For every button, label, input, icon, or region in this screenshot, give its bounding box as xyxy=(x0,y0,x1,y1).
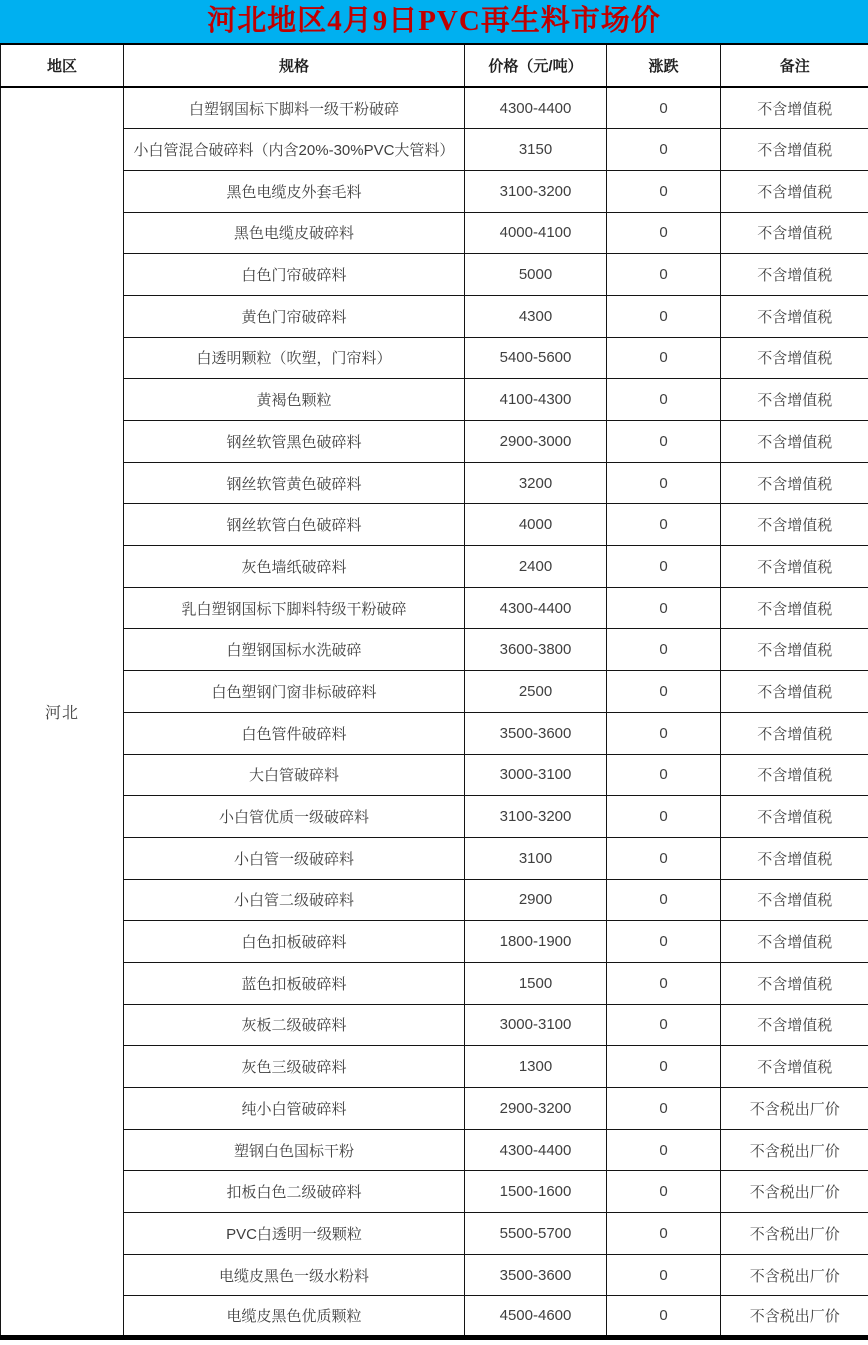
change-cell: 0 xyxy=(607,295,721,337)
change-cell: 0 xyxy=(607,712,721,754)
table-row xyxy=(1,1046,868,1088)
spec-cell: 钢丝软管黄色破碎料 xyxy=(124,462,465,504)
header-region: 地区 xyxy=(1,44,124,87)
remark-cell: 不含增值税 xyxy=(721,87,868,129)
table-row xyxy=(1,421,868,463)
remark-cell: 不含增值税 xyxy=(721,962,868,1004)
spec-cell: 白色扣板破碎料 xyxy=(124,921,465,963)
spec-cell: 小白管二级破碎料 xyxy=(124,879,465,921)
change-cell: 0 xyxy=(607,1296,721,1338)
table-row xyxy=(1,1129,868,1171)
change-cell: 0 xyxy=(607,254,721,296)
change-cell: 0 xyxy=(607,504,721,546)
price-cell: 3500-3600 xyxy=(465,1254,607,1296)
table-row xyxy=(1,337,868,379)
remark-cell: 不含税出厂价 xyxy=(721,1088,868,1130)
table-row xyxy=(1,837,868,879)
spec-cell: 纯小白管破碎料 xyxy=(124,1088,465,1130)
remark-cell: 不含增值税 xyxy=(721,879,868,921)
header-price: 价格（元/吨） xyxy=(465,44,607,87)
price-cell: 1500 xyxy=(465,962,607,1004)
price-cell: 4300-4400 xyxy=(465,587,607,629)
spec-cell: PVC白透明一级颗粒 xyxy=(124,1213,465,1255)
table-row xyxy=(1,462,868,504)
change-cell: 0 xyxy=(607,546,721,588)
change-cell: 0 xyxy=(607,837,721,879)
remark-cell: 不含税出厂价 xyxy=(721,1129,868,1171)
remark-cell: 不含税出厂价 xyxy=(721,1171,868,1213)
spec-cell: 白色塑钢门窗非标破碎料 xyxy=(124,671,465,713)
price-cell: 3100 xyxy=(465,837,607,879)
remark-cell: 不含增值税 xyxy=(721,754,868,796)
price-cell: 2900-3000 xyxy=(465,421,607,463)
table-row xyxy=(1,1171,868,1213)
table-row xyxy=(1,170,868,212)
table-row xyxy=(1,87,868,129)
price-cell: 5500-5700 xyxy=(465,1213,607,1255)
table-row xyxy=(1,754,868,796)
remark-cell: 不含增值税 xyxy=(721,837,868,879)
price-cell: 4000 xyxy=(465,504,607,546)
change-cell: 0 xyxy=(607,754,721,796)
spec-cell: 灰色三级破碎料 xyxy=(124,1046,465,1088)
header-change: 涨跌 xyxy=(607,44,721,87)
table-row xyxy=(1,1254,868,1296)
price-cell: 3100-3200 xyxy=(465,170,607,212)
price-cell: 2500 xyxy=(465,671,607,713)
price-cell: 4300 xyxy=(465,295,607,337)
change-cell: 0 xyxy=(607,629,721,671)
region-cell: 河北 xyxy=(1,87,124,1338)
price-cell: 3500-3600 xyxy=(465,712,607,754)
price-cell: 3600-3800 xyxy=(465,629,607,671)
change-cell: 0 xyxy=(607,462,721,504)
spec-cell: 小白管一级破碎料 xyxy=(124,837,465,879)
change-cell: 0 xyxy=(607,1254,721,1296)
change-cell: 0 xyxy=(607,962,721,1004)
change-cell: 0 xyxy=(607,337,721,379)
remark-cell: 不含增值税 xyxy=(721,712,868,754)
remark-cell: 不含增值税 xyxy=(721,421,868,463)
spec-cell: 黄色门帘破碎料 xyxy=(124,295,465,337)
spec-cell: 钢丝软管白色破碎料 xyxy=(124,504,465,546)
price-cell: 3000-3100 xyxy=(465,754,607,796)
table-row xyxy=(1,379,868,421)
remark-cell: 不含增值税 xyxy=(721,629,868,671)
remark-cell: 不含税出厂价 xyxy=(721,1213,868,1255)
page-title: 河北地区4月9日PVC再生料市场价 xyxy=(207,5,661,37)
change-cell: 0 xyxy=(607,796,721,838)
change-cell: 0 xyxy=(607,1129,721,1171)
spec-cell: 钢丝软管黑色破碎料 xyxy=(124,421,465,463)
spec-cell: 白色门帘破碎料 xyxy=(124,254,465,296)
price-cell: 1800-1900 xyxy=(465,921,607,963)
remark-cell: 不含增值税 xyxy=(721,504,868,546)
table-row xyxy=(1,796,868,838)
table-row xyxy=(1,587,868,629)
remark-cell: 不含增值税 xyxy=(721,295,868,337)
price-cell: 4500-4600 xyxy=(465,1296,607,1338)
price-cell: 5000 xyxy=(465,254,607,296)
spec-cell: 灰板二级破碎料 xyxy=(124,1004,465,1046)
change-cell: 0 xyxy=(607,379,721,421)
spec-cell: 黑色电缆皮破碎料 xyxy=(124,212,465,254)
price-cell: 3150 xyxy=(465,129,607,171)
price-cell: 4100-4300 xyxy=(465,379,607,421)
spec-cell: 白塑钢国标下脚料一级干粉破碎 xyxy=(124,87,465,129)
remark-cell: 不含增值税 xyxy=(721,254,868,296)
change-cell: 0 xyxy=(607,1088,721,1130)
price-table xyxy=(0,43,868,1340)
price-cell: 1300 xyxy=(465,1046,607,1088)
price-cell: 4300-4400 xyxy=(465,87,607,129)
change-cell: 0 xyxy=(607,1004,721,1046)
table-row xyxy=(1,671,868,713)
spec-cell: 乳白塑钢国标下脚料特级干粉破碎 xyxy=(124,587,465,629)
change-cell: 0 xyxy=(607,1046,721,1088)
spec-cell: 塑钢白色国标干粉 xyxy=(124,1129,465,1171)
remark-cell: 不含增值税 xyxy=(721,379,868,421)
spec-cell: 小白管优质一级破碎料 xyxy=(124,796,465,838)
table-row xyxy=(1,129,868,171)
price-cell: 3200 xyxy=(465,462,607,504)
spec-cell: 黄褐色颗粒 xyxy=(124,379,465,421)
table-row xyxy=(1,212,868,254)
remark-cell: 不含增值税 xyxy=(721,170,868,212)
remark-cell: 不含增值税 xyxy=(721,212,868,254)
change-cell: 0 xyxy=(607,587,721,629)
remark-cell: 不含增值税 xyxy=(721,546,868,588)
price-cell: 3000-3100 xyxy=(465,1004,607,1046)
price-cell: 3100-3200 xyxy=(465,796,607,838)
price-cell: 4300-4400 xyxy=(465,1129,607,1171)
change-cell: 0 xyxy=(607,129,721,171)
table-row xyxy=(1,1296,868,1338)
price-cell: 1500-1600 xyxy=(465,1171,607,1213)
change-cell: 0 xyxy=(607,1171,721,1213)
table-row xyxy=(1,879,868,921)
spec-cell: 电缆皮黑色一级水粉料 xyxy=(124,1254,465,1296)
table-row xyxy=(1,546,868,588)
remark-cell: 不含增值税 xyxy=(721,796,868,838)
remark-cell: 不含增值税 xyxy=(721,921,868,963)
change-cell: 0 xyxy=(607,1213,721,1255)
price-cell: 2900 xyxy=(465,879,607,921)
change-cell: 0 xyxy=(607,212,721,254)
remark-cell: 不含增值税 xyxy=(721,1046,868,1088)
table-row xyxy=(1,1088,868,1130)
spec-cell: 蓝色扣板破碎料 xyxy=(124,962,465,1004)
table-body xyxy=(1,87,868,1338)
remark-cell: 不含增值税 xyxy=(721,337,868,379)
header-row xyxy=(1,44,868,87)
spec-cell: 白透明颗粒（吹塑，门帘料） xyxy=(124,337,465,379)
header-remark: 备注 xyxy=(721,44,868,87)
price-cell: 2400 xyxy=(465,546,607,588)
spec-cell: 黑色电缆皮外套毛料 xyxy=(124,170,465,212)
table-row xyxy=(1,629,868,671)
remark-cell: 不含增值税 xyxy=(721,587,868,629)
spec-cell: 白色管件破碎料 xyxy=(124,712,465,754)
price-cell: 5400-5600 xyxy=(465,337,607,379)
remark-cell: 不含增值税 xyxy=(721,671,868,713)
header-spec: 规格 xyxy=(124,44,465,87)
spec-cell: 扣板白色二级破碎料 xyxy=(124,1171,465,1213)
spec-cell: 大白管破碎料 xyxy=(124,754,465,796)
title-bar xyxy=(0,0,868,43)
spec-cell: 灰色墙纸破碎料 xyxy=(124,546,465,588)
change-cell: 0 xyxy=(607,421,721,463)
table-row xyxy=(1,921,868,963)
table-row xyxy=(1,962,868,1004)
change-cell: 0 xyxy=(607,671,721,713)
remark-cell: 不含增值税 xyxy=(721,1004,868,1046)
change-cell: 0 xyxy=(607,87,721,129)
price-cell: 4000-4100 xyxy=(465,212,607,254)
change-cell: 0 xyxy=(607,879,721,921)
spec-cell: 白塑钢国标水洗破碎 xyxy=(124,629,465,671)
change-cell: 0 xyxy=(607,921,721,963)
table-row xyxy=(1,1213,868,1255)
spec-cell: 电缆皮黑色优质颗粒 xyxy=(124,1296,465,1338)
table-header xyxy=(1,44,868,87)
table-row xyxy=(1,254,868,296)
table-row xyxy=(1,1004,868,1046)
table-row xyxy=(1,712,868,754)
remark-cell: 不含增值税 xyxy=(721,462,868,504)
remark-cell: 不含增值税 xyxy=(721,129,868,171)
table-row xyxy=(1,295,868,337)
remark-cell: 不含税出厂价 xyxy=(721,1296,868,1338)
price-cell: 2900-3200 xyxy=(465,1088,607,1130)
table-row xyxy=(1,504,868,546)
remark-cell: 不含税出厂价 xyxy=(721,1254,868,1296)
change-cell: 0 xyxy=(607,170,721,212)
spec-cell: 小白管混合破碎料（内含20%-30%PVC大管料） xyxy=(124,129,465,171)
